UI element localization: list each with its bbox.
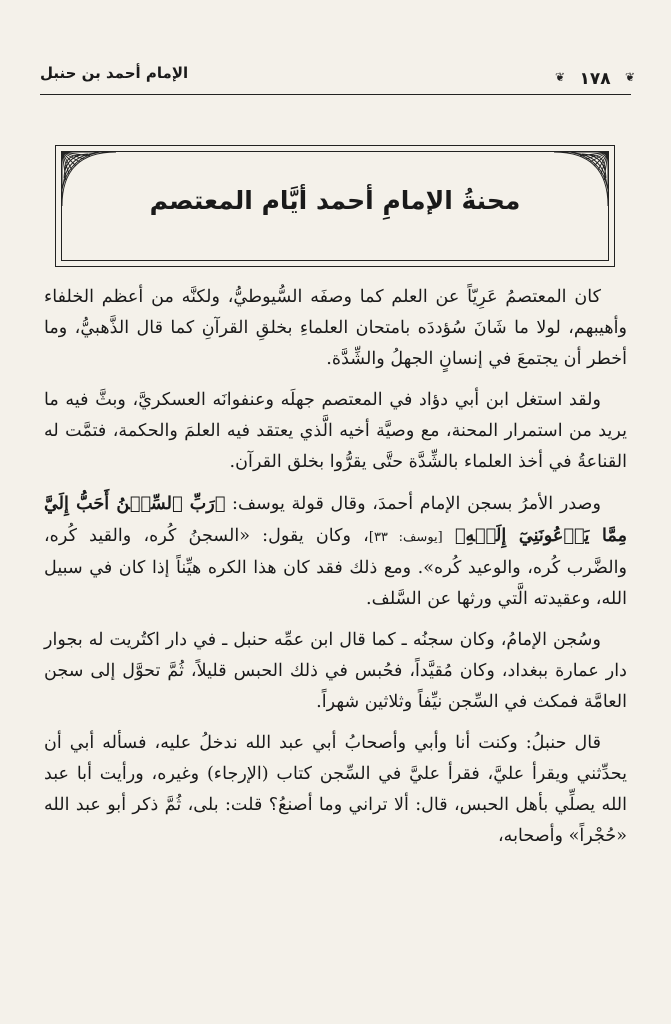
ornament-icon: ❦ [555, 70, 566, 84]
paragraph [44, 385, 627, 478]
ornament-icon: ❦ [624, 70, 635, 84]
text-line: بخلق القرآن. [229, 452, 325, 472]
paragraph [44, 728, 627, 852]
header-rule [40, 94, 631, 95]
running-header [40, 58, 635, 98]
text-line: اكتُريت له بجوار دار عمارة ببغداد، وكان مُقيَّداً، فحُبس في ذلك [44, 630, 627, 681]
text-line: كان المعتصمُ عَرِيّاً عن العلم كما وصفَه السُّيوطيُّ، ولكنَّه من [151, 287, 602, 307]
page-number: ١٧٨ [579, 69, 611, 89]
text-run: وصدر الأمرُ بسجن الإمام أحمدَ، وقال قولة يوسف: [232, 494, 601, 514]
text-line: العلمَ والحكمة، فتمَّت له القناعةُ في أخذ العلماء بالشِّدَّة حتَّى يقرُّوا [44, 421, 627, 472]
chapter-title: محنةُ الإمامِ أحمد أيَّام المعتصم [149, 186, 521, 215]
text-line: ولقد استغل ابن أبي دؤاد في المعتصم جهلَه وعنفوانَه العسكريَّ، [132, 390, 601, 410]
page-number-box [555, 66, 635, 92]
text-run: ، وكان يقول: «السجنُ كُره، والقيد كُره، والضَّرب كُره، والوعيد كُره». ومع ذلك فقد كان هذا الكره هيِّناً إذا كان في سبيل الله، وعقيدته الَّتي ورثها عن السَّلف. [44, 526, 627, 609]
chapter-title-frame [55, 145, 615, 267]
paragraph [44, 282, 627, 375]
text-line: القرآنِ كما قال الذَّهبيُّ، وما أخطر أن يجتمعَ في إنسانٍ الجهلُ والشِّدَّة. [44, 318, 627, 369]
paragraph [44, 488, 627, 615]
quran-verse: ﴿رَبِّ ٱلسِّجۡنُ أَحَبُّ إِلَيَّ مِمَّا يَدۡعُونَنِيٓ إِلَيۡهِ﴾ [44, 493, 628, 546]
text-line: وسُجن الإمامُ، وكان سجنُه ـ كما قال ابن عمِّه حنبل ـ في دار [165, 630, 601, 650]
text-line: وثلاثين شهراً. [316, 692, 413, 712]
text-line: وبثَّ فيه ما يريد من استمرار المحنة، مع وصيَّة أخيه الَّذي يعتقد فيه [44, 390, 627, 441]
body-text [44, 282, 627, 862]
text-line: الحبس قليلاً، ثُمَّ تحوَّل إلى سجن العامَّة فمكث في السِّجن نيِّفاً [44, 661, 627, 712]
text-line: (الإرجاء) وغيره، ورأيت أبا عبد الله يصلِّي بأهل الحبس، قال: ألا [44, 764, 628, 815]
verse-reference: [يوسف: ٣٣] [368, 530, 443, 545]
paragraph [44, 625, 627, 718]
text-line: فسأله أبي أن يحدِّثني ويقرأ عليَّ، فقرأ عليَّ في السِّجن كتاب [44, 733, 627, 784]
text-line: تراني وما أصنعُ؟ قلت: بلى، ثُمَّ ذكر أبو عبد الله «حُجْراً» وأصحابه، [44, 795, 627, 846]
text-line: أعظم الخلفاء وأهيبهم، لولا ما شَانَ سُؤددَه بامتحان العلماءِ بخلقِ [44, 287, 627, 338]
text-line: قال حنبلُ: وكنت أنا وأبي وأصحابُ أبي عبد الله ندخلُ عليه، [154, 733, 602, 753]
running-header-title: الإمام أحمد بن حنبل [40, 64, 189, 82]
